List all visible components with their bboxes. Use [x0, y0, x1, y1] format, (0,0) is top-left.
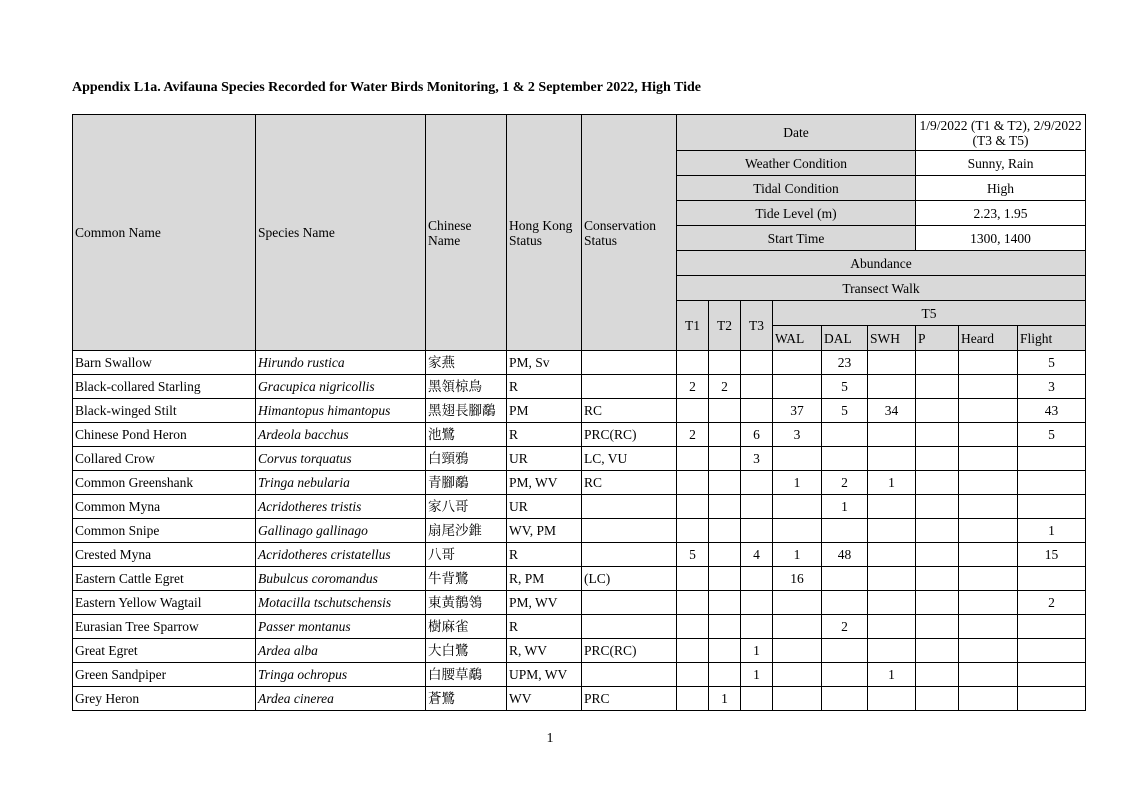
header-transect-walk: Transect Walk	[677, 276, 1086, 301]
p-count-cell	[916, 447, 959, 471]
t1-count-cell	[677, 663, 709, 687]
page-title: Appendix L1a. Avifauna Species Recorded for Water Birds Monitoring, 1 & 2 September 2022, High Tide	[72, 80, 701, 95]
t3-count-cell: 4	[741, 543, 773, 567]
p-count-cell	[916, 543, 959, 567]
t3-count-cell	[741, 615, 773, 639]
hk-status-cell: R	[507, 543, 582, 567]
conservation-status-cell	[582, 615, 677, 639]
hk-status-cell: PM, WV	[507, 471, 582, 495]
wal-count-cell: 3	[773, 423, 822, 447]
heard-count-cell	[959, 423, 1018, 447]
dal-count-cell: 5	[822, 399, 868, 423]
heard-count-cell	[959, 375, 1018, 399]
swh-count-cell	[868, 375, 916, 399]
t2-count-cell	[709, 399, 741, 423]
header-p: P	[916, 326, 959, 351]
header-tidal-value: High	[916, 176, 1086, 201]
dal-count-cell	[822, 447, 868, 471]
flight-count-cell: 3	[1018, 375, 1086, 399]
conservation-status-cell	[582, 495, 677, 519]
conservation-status-cell: PRC	[582, 687, 677, 711]
t1-count-cell: 2	[677, 423, 709, 447]
p-count-cell	[916, 687, 959, 711]
conservation-status-cell: LC, VU	[582, 447, 677, 471]
hk-status-cell: R	[507, 615, 582, 639]
header-conservation-status: Conservation Status	[582, 115, 677, 351]
t1-count-cell	[677, 615, 709, 639]
t3-count-cell: 1	[741, 663, 773, 687]
swh-count-cell	[868, 567, 916, 591]
t2-count-cell	[709, 351, 741, 375]
species-name-cell: Gracupica nigricollis	[256, 375, 426, 399]
flight-count-cell: 1	[1018, 519, 1086, 543]
common-name-cell: Crested Myna	[73, 543, 256, 567]
chinese-name-cell: 青腳鷸	[426, 471, 507, 495]
chinese-name-cell: 扇尾沙錐	[426, 519, 507, 543]
table-row	[73, 447, 1086, 471]
flight-count-cell	[1018, 567, 1086, 591]
p-count-cell	[916, 663, 959, 687]
swh-count-cell	[868, 543, 916, 567]
heard-count-cell	[959, 687, 1018, 711]
hk-status-cell: PM, Sv	[507, 351, 582, 375]
t1-count-cell	[677, 639, 709, 663]
hk-status-cell: UPM, WV	[507, 663, 582, 687]
wal-count-cell	[773, 591, 822, 615]
t3-count-cell	[741, 567, 773, 591]
t2-count-cell	[709, 423, 741, 447]
conservation-status-cell: RC	[582, 399, 677, 423]
wal-count-cell	[773, 447, 822, 471]
header-t3: T3	[741, 301, 773, 351]
chinese-name-cell: 池鷺	[426, 423, 507, 447]
header-heard: Heard	[959, 326, 1018, 351]
chinese-name-cell: 黑翅長腳鷸	[426, 399, 507, 423]
species-name-cell: Acridotheres tristis	[256, 495, 426, 519]
dal-count-cell: 2	[822, 615, 868, 639]
table-row	[73, 591, 1086, 615]
chinese-name-cell: 白腰草鷸	[426, 663, 507, 687]
dal-count-cell: 1	[822, 495, 868, 519]
chinese-name-cell: 蒼鷺	[426, 687, 507, 711]
p-count-cell	[916, 615, 959, 639]
swh-count-cell	[868, 639, 916, 663]
table-row	[73, 663, 1086, 687]
t1-count-cell	[677, 567, 709, 591]
heard-count-cell	[959, 519, 1018, 543]
conservation-status-cell	[582, 543, 677, 567]
t3-count-cell	[741, 471, 773, 495]
conservation-status-cell	[582, 375, 677, 399]
p-count-cell	[916, 495, 959, 519]
t3-count-cell	[741, 351, 773, 375]
dal-count-cell: 2	[822, 471, 868, 495]
p-count-cell	[916, 471, 959, 495]
header-start-time-value: 1300, 1400	[916, 226, 1086, 251]
header-t5: T5	[773, 301, 1086, 326]
flight-count-cell: 5	[1018, 423, 1086, 447]
flight-count-cell: 43	[1018, 399, 1086, 423]
common-name-cell: Eurasian Tree Sparrow	[73, 615, 256, 639]
swh-count-cell	[868, 519, 916, 543]
table-row	[73, 615, 1086, 639]
common-name-cell: Common Greenshank	[73, 471, 256, 495]
t2-count-cell: 2	[709, 375, 741, 399]
dal-count-cell	[822, 663, 868, 687]
t3-count-cell	[741, 495, 773, 519]
header-tide-level-value: 2.23, 1.95	[916, 201, 1086, 226]
species-name-cell: Tringa ochropus	[256, 663, 426, 687]
species-name-cell: Tringa nebularia	[256, 471, 426, 495]
p-count-cell	[916, 591, 959, 615]
t2-count-cell	[709, 495, 741, 519]
table-row	[73, 687, 1086, 711]
header-dal: DAL	[822, 326, 868, 351]
header-species-name: Species Name	[256, 115, 426, 351]
header-abundance: Abundance	[677, 251, 1086, 276]
t3-count-cell	[741, 687, 773, 711]
header-t1: T1	[677, 301, 709, 351]
wal-count-cell	[773, 687, 822, 711]
conservation-status-cell: PRC(RC)	[582, 639, 677, 663]
t2-count-cell	[709, 543, 741, 567]
header-tidal-label: Tidal Condition	[677, 176, 916, 201]
t3-count-cell	[741, 375, 773, 399]
t1-count-cell: 5	[677, 543, 709, 567]
t2-count-cell: 1	[709, 687, 741, 711]
t3-count-cell	[741, 399, 773, 423]
swh-count-cell: 1	[868, 663, 916, 687]
conservation-status-cell	[582, 663, 677, 687]
species-name-cell: Gallinago gallinago	[256, 519, 426, 543]
heard-count-cell	[959, 495, 1018, 519]
chinese-name-cell: 黑領椋鳥	[426, 375, 507, 399]
heard-count-cell	[959, 591, 1018, 615]
species-name-cell: Hirundo rustica	[256, 351, 426, 375]
t1-count-cell	[677, 687, 709, 711]
chinese-name-cell: 東黃鶺鴒	[426, 591, 507, 615]
chinese-name-cell: 樹麻雀	[426, 615, 507, 639]
t1-count-cell	[677, 351, 709, 375]
p-count-cell	[916, 375, 959, 399]
species-name-cell: Passer montanus	[256, 615, 426, 639]
conservation-status-cell	[582, 591, 677, 615]
heard-count-cell	[959, 447, 1018, 471]
t3-count-cell: 1	[741, 639, 773, 663]
wal-count-cell	[773, 495, 822, 519]
dal-count-cell	[822, 591, 868, 615]
common-name-cell: Chinese Pond Heron	[73, 423, 256, 447]
header-date-label: Date	[677, 115, 916, 151]
dal-count-cell: 48	[822, 543, 868, 567]
chinese-name-cell: 家燕	[426, 351, 507, 375]
flight-count-cell: 2	[1018, 591, 1086, 615]
wal-count-cell: 1	[773, 543, 822, 567]
table-row	[73, 399, 1086, 423]
t2-count-cell	[709, 639, 741, 663]
wal-count-cell: 16	[773, 567, 822, 591]
swh-count-cell	[868, 591, 916, 615]
t2-count-cell	[709, 447, 741, 471]
header-start-time-label: Start Time	[677, 226, 916, 251]
swh-count-cell	[868, 447, 916, 471]
wal-count-cell	[773, 375, 822, 399]
t1-count-cell	[677, 495, 709, 519]
flight-count-cell	[1018, 663, 1086, 687]
swh-count-cell	[868, 351, 916, 375]
swh-count-cell	[868, 615, 916, 639]
hk-status-cell: PM, WV	[507, 591, 582, 615]
header-tide-level-label: Tide Level (m)	[677, 201, 916, 226]
t2-count-cell	[709, 567, 741, 591]
t1-count-cell	[677, 399, 709, 423]
wal-count-cell	[773, 615, 822, 639]
wal-count-cell	[773, 639, 822, 663]
common-name-cell: Common Snipe	[73, 519, 256, 543]
flight-count-cell: 15	[1018, 543, 1086, 567]
table-row	[73, 639, 1086, 663]
t3-count-cell: 3	[741, 447, 773, 471]
t3-count-cell	[741, 519, 773, 543]
t1-count-cell: 2	[677, 375, 709, 399]
hk-status-cell: R	[507, 375, 582, 399]
swh-count-cell	[868, 423, 916, 447]
species-rows	[73, 351, 1086, 711]
common-name-cell: Great Egret	[73, 639, 256, 663]
conservation-status-cell	[582, 351, 677, 375]
conservation-status-cell	[582, 519, 677, 543]
table-row	[73, 567, 1086, 591]
flight-count-cell: 5	[1018, 351, 1086, 375]
heard-count-cell	[959, 639, 1018, 663]
t3-count-cell: 6	[741, 423, 773, 447]
wal-count-cell	[773, 351, 822, 375]
header-weather-label: Weather Condition	[677, 151, 916, 176]
flight-count-cell	[1018, 639, 1086, 663]
flight-count-cell	[1018, 495, 1086, 519]
heard-count-cell	[959, 567, 1018, 591]
common-name-cell: Barn Swallow	[73, 351, 256, 375]
t1-count-cell	[677, 519, 709, 543]
dal-count-cell: 23	[822, 351, 868, 375]
t1-count-cell	[677, 471, 709, 495]
hk-status-cell: R, WV	[507, 639, 582, 663]
dal-count-cell	[822, 639, 868, 663]
t1-count-cell	[677, 591, 709, 615]
t3-count-cell	[741, 591, 773, 615]
chinese-name-cell: 大白鷺	[426, 639, 507, 663]
conservation-status-cell: RC	[582, 471, 677, 495]
species-name-cell: Ardea cinerea	[256, 687, 426, 711]
hk-status-cell: WV	[507, 687, 582, 711]
species-name-cell: Ardea alba	[256, 639, 426, 663]
flight-count-cell	[1018, 687, 1086, 711]
species-name-cell: Himantopus himantopus	[256, 399, 426, 423]
dal-count-cell: 5	[822, 375, 868, 399]
t1-count-cell	[677, 447, 709, 471]
flight-count-cell	[1018, 447, 1086, 471]
header-wal: WAL	[773, 326, 822, 351]
wal-count-cell: 37	[773, 399, 822, 423]
table-row	[73, 375, 1086, 399]
dal-count-cell	[822, 519, 868, 543]
wal-count-cell: 1	[773, 471, 822, 495]
common-name-cell: Grey Heron	[73, 687, 256, 711]
common-name-cell: Eastern Yellow Wagtail	[73, 591, 256, 615]
chinese-name-cell: 八哥	[426, 543, 507, 567]
species-name-cell: Acridotheres cristatellus	[256, 543, 426, 567]
header-chinese-name: Chinese Name	[426, 115, 507, 351]
common-name-cell: Collared Crow	[73, 447, 256, 471]
table-row	[73, 519, 1086, 543]
hk-status-cell: R	[507, 423, 582, 447]
common-name-cell: Eastern Cattle Egret	[73, 567, 256, 591]
common-name-cell: Black-collared Starling	[73, 375, 256, 399]
heard-count-cell	[959, 351, 1018, 375]
t2-count-cell	[709, 471, 741, 495]
p-count-cell	[916, 399, 959, 423]
swh-count-cell: 34	[868, 399, 916, 423]
heard-count-cell	[959, 543, 1018, 567]
flight-count-cell	[1018, 615, 1086, 639]
common-name-cell: Common Myna	[73, 495, 256, 519]
header-common-name: Common Name	[73, 115, 256, 351]
hk-status-cell: R, PM	[507, 567, 582, 591]
p-count-cell	[916, 351, 959, 375]
conservation-status-cell: PRC(RC)	[582, 423, 677, 447]
table-row	[73, 543, 1086, 567]
header-t2: T2	[709, 301, 741, 351]
species-name-cell: Motacilla tschutschensis	[256, 591, 426, 615]
chinese-name-cell: 白頸鴉	[426, 447, 507, 471]
t2-count-cell	[709, 519, 741, 543]
t2-count-cell	[709, 615, 741, 639]
flight-count-cell	[1018, 471, 1086, 495]
table-row	[73, 471, 1086, 495]
header-date-value: 1/9/2022 (T1 & T2), 2/9/2022 (T3 & T5)	[916, 115, 1086, 151]
t2-count-cell	[709, 663, 741, 687]
heard-count-cell	[959, 471, 1018, 495]
hk-status-cell: PM	[507, 399, 582, 423]
chinese-name-cell: 家八哥	[426, 495, 507, 519]
table-row	[73, 351, 1086, 375]
common-name-cell: Green Sandpiper	[73, 663, 256, 687]
wal-count-cell	[773, 663, 822, 687]
t2-count-cell	[709, 591, 741, 615]
heard-count-cell	[959, 615, 1018, 639]
dal-count-cell	[822, 423, 868, 447]
p-count-cell	[916, 639, 959, 663]
wal-count-cell	[773, 519, 822, 543]
swh-count-cell	[868, 687, 916, 711]
hk-status-cell: UR	[507, 495, 582, 519]
chinese-name-cell: 牛背鷺	[426, 567, 507, 591]
header-weather-value: Sunny, Rain	[916, 151, 1086, 176]
header-hk-status: Hong Kong Status	[507, 115, 582, 351]
species-name-cell: Corvus torquatus	[256, 447, 426, 471]
heard-count-cell	[959, 399, 1018, 423]
hk-status-cell: WV, PM	[507, 519, 582, 543]
heard-count-cell	[959, 663, 1018, 687]
species-name-cell: Bubulcus coromandus	[256, 567, 426, 591]
common-name-cell: Black-winged Stilt	[73, 399, 256, 423]
conservation-status-cell: (LC)	[582, 567, 677, 591]
p-count-cell	[916, 423, 959, 447]
species-table	[72, 114, 1086, 711]
dal-count-cell	[822, 567, 868, 591]
table-row	[73, 423, 1086, 447]
swh-count-cell: 1	[868, 471, 916, 495]
dal-count-cell	[822, 687, 868, 711]
header-flight: Flight	[1018, 326, 1086, 351]
hk-status-cell: UR	[507, 447, 582, 471]
p-count-cell	[916, 519, 959, 543]
header-swh: SWH	[868, 326, 916, 351]
species-name-cell: Ardeola bacchus	[256, 423, 426, 447]
p-count-cell	[916, 567, 959, 591]
page-number: 1	[546, 731, 554, 746]
swh-count-cell	[868, 495, 916, 519]
table-row	[73, 495, 1086, 519]
